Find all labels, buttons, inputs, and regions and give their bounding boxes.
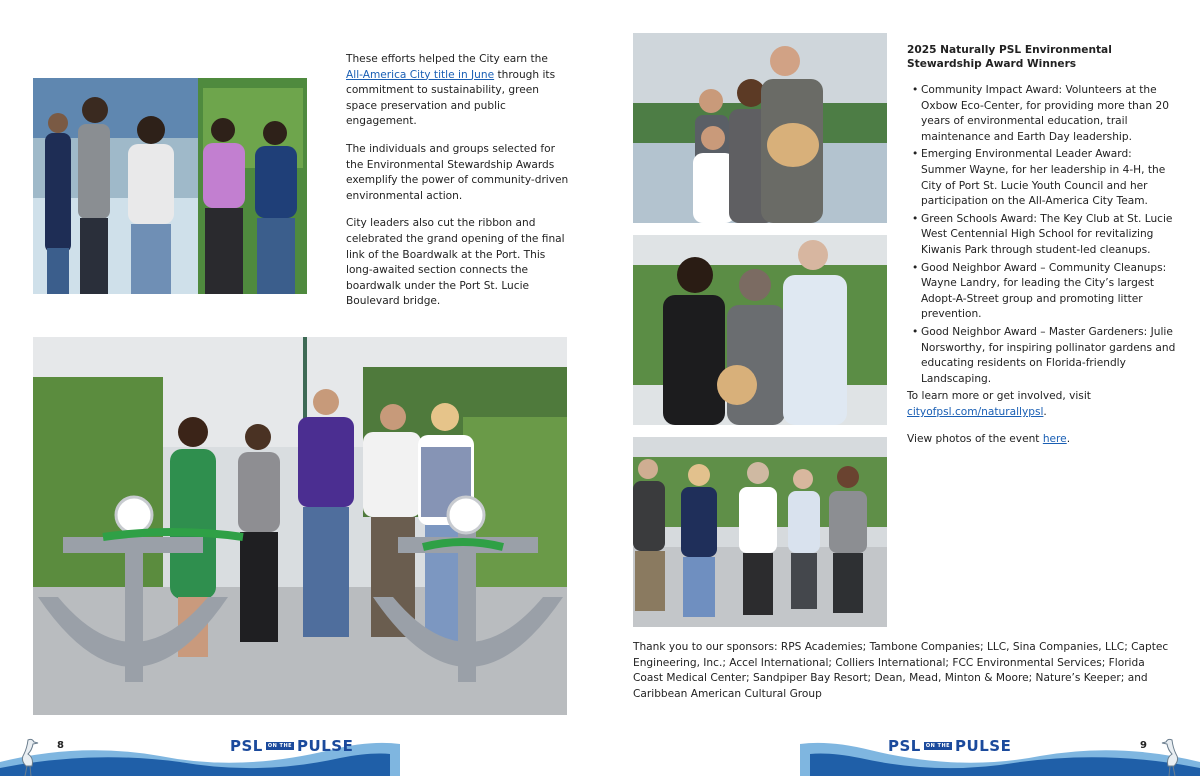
brand-logo-left <box>230 737 353 755</box>
brand-right-pulse: PULSE <box>955 737 1012 755</box>
intro-text <box>346 52 571 322</box>
page-number-left: 8 <box>57 740 64 751</box>
family-award-photo <box>633 33 887 223</box>
view-photos-after: . <box>1066 433 1071 446</box>
brand-right-psl: PSL <box>888 737 921 755</box>
view-photos-paragraph <box>907 432 1177 448</box>
awards-title: 2025 Naturally PSL Environmental Stewardship Award Winners <box>907 44 1112 70</box>
award-item-community-cleanups: • Good Neighbor Award – Community Cleanups: Wayne Landry, for leading the City’s largest Adopt-A-Street group and promoting litter prevention. <box>912 261 1177 323</box>
all-america-city-link[interactable]: All-America City title in June <box>346 68 495 81</box>
brand-left-psl: PSL <box>230 737 263 755</box>
award-item-master-gardeners: • Good Neighbor Award – Master Gardeners: Julie Norsworthy, for inspiring pollinator gardens and educating residents on Florida-friendly Landscaping. <box>912 325 1177 387</box>
group-photo <box>33 78 307 294</box>
award-item-green-schools: • Green Schools Award: The Key Club at St. Lucie West Centennial High School for revitalizing Kiwanis Park through student-led cleanups. <box>912 212 1177 259</box>
naturallypsl-link[interactable]: cityofpsl.com/naturallypsl <box>907 405 1044 418</box>
heron-icon-left <box>12 736 40 776</box>
intro-p1-after: through its commitment to sustainability, green space preservation and public engagement. <box>346 68 556 128</box>
learn-more-after: . <box>1043 405 1047 418</box>
learn-more-paragraph <box>907 389 1177 420</box>
award-item-community-impact: • Community Impact Award: Volunteers at the Oxbow Eco-Center, for providing more than 20 years of environmental education, trail maintenance and Earth Day leadership. <box>912 83 1177 145</box>
award-item-emerging-leader: • Emerging Environmental Leader Award: Summer Wayne, for her leadership in 4-H, the City of Port St. Lucie Youth Council and her participation on the All-America City Team. <box>912 147 1177 209</box>
intro-paragraph-3: City leaders also cut the ribbon and celebrated the grand opening of the final link of the Boardwalk at the Port. This long-awaited section connects the boardwalk under the Port St. Lucie Boulevard bridge. <box>346 217 565 308</box>
intro-p1-before: These efforts helped the City earn the <box>346 53 548 65</box>
ribbon-cutting-photo <box>33 337 567 715</box>
brand-left-pulse: PULSE <box>297 737 354 755</box>
page-number-right: 9 <box>1140 740 1147 751</box>
brand-right-mid: ON THE <box>925 743 951 749</box>
sponsors-text: Thank you to our sponsors: RPS Academies; Tambone Companies; LLC, Sina Companies, LLC; Captec Engineering, Inc.; Accel International; Colliers International; FCC Environmental Services; Florida Coast Medical Center; Sandpiper Bay Resort; Dean, Mead, Minton & Moore; Nature’s Keeper; and Caribbean American Cultural Group <box>633 641 1169 700</box>
trio-award-photo <box>633 235 887 425</box>
intro-paragraph-2: The individuals and groups selected for the Environmental Stewardship Awards exemplify the power of community-driven environmental action. <box>346 142 569 202</box>
awards-list <box>912 83 1177 387</box>
brand-logo-right <box>888 737 1011 755</box>
presentation-photo <box>633 437 887 627</box>
view-photos-link[interactable]: here <box>1042 433 1067 446</box>
learn-more-before: To learn more or get involved, visit <box>907 390 1091 403</box>
awards-section <box>907 43 1177 460</box>
heron-icon-right <box>1160 736 1188 776</box>
brand-left-mid: ON THE <box>267 743 293 749</box>
intro-paragraph-1 <box>346 52 571 130</box>
view-photos-before: View photos of the event <box>907 433 1040 446</box>
